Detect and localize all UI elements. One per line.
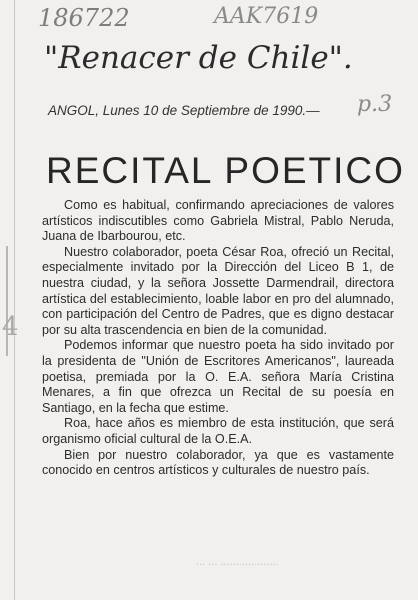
article-headline: RECITAL POETICO — [46, 150, 405, 191]
article-paragraph: Nuestro colaborador, poeta César Roa, ofreció un Recital, especialmente invitado por la Dirección del Liceo B 1, de nuestra ciudad, y la señora Jossette Darmendrail, directora artística del establecimiento, loable labor en pro del alumnado, con participación del Centro de Padres, que es digno destacar por su alta trascendencia en bien de la comunidad. — [42, 244, 394, 337]
handwritten-catalog-number: 186722 — [38, 4, 130, 32]
margin-mark: 4 — [2, 312, 19, 342]
article-paragraph: Roa, hace años es miembro de esta institución, que será organismo oficial cultural de la O.E.A. — [42, 416, 394, 446]
handwritten-archive-code: AAK7619 — [214, 4, 319, 29]
dateline: ANGOL, Lunes 10 de Septiembre de 1990.— — [48, 103, 320, 118]
bleed-through-text: ... ... ................... — [196, 556, 279, 568]
newspaper-masthead: "Renacer de Chile". — [44, 40, 353, 76]
handwritten-page-mark: p.3 — [357, 92, 393, 117]
article-body — [42, 198, 394, 479]
article-paragraph: Bien por nuestro colaborador, ya que es vastamente conocido en centros artísticos y culturales de nuestro país. — [42, 447, 394, 478]
article-paragraph: Como es habitual, confirmando apreciaciones de valores artísticos indiscutibles como Gabriela Mistral, Pablo Neruda, Juana de Ibarbourou, etc. — [42, 198, 394, 244]
fold-line — [14, 0, 15, 600]
article-paragraph: Podemos informar que nuestro poeta ha sido invitado por la presidenta de "Unión de Escritores Americanos", laureada poetisa, premiada por la O. E.A. señora María Cristina Menares, a fin que ofrezca un Recital de su poesía en Santiago, en la fecha que estime. — [42, 338, 394, 415]
